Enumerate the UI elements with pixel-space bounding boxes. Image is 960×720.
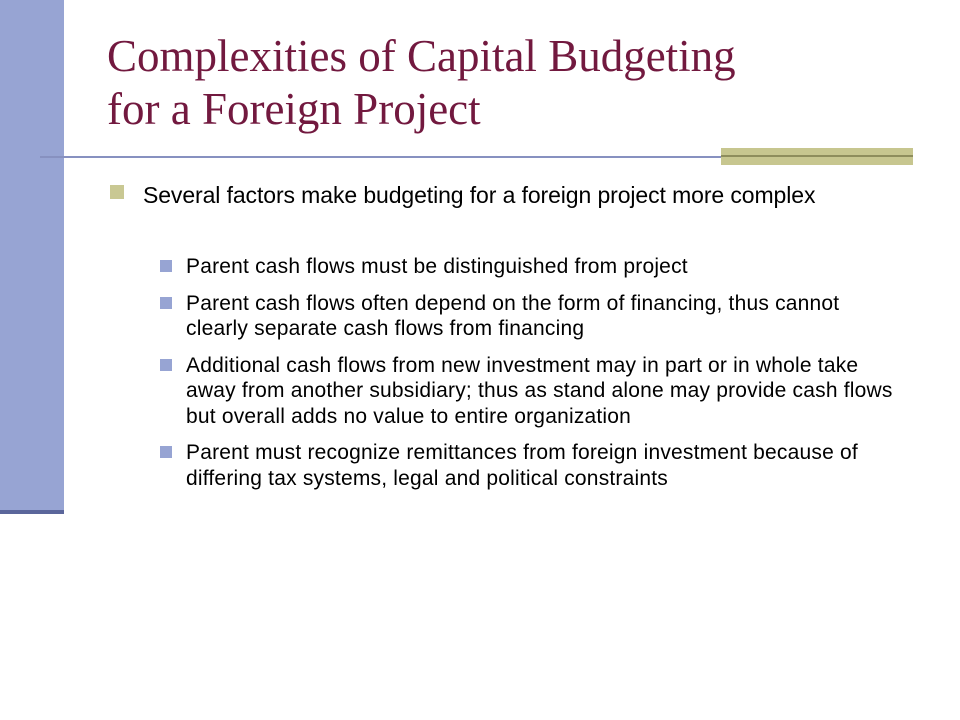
level-2-bullet-icon	[160, 446, 172, 458]
sub-bullet-item	[160, 353, 910, 430]
slide-title-line-1: Complexities of Capital Budgeting	[107, 31, 736, 81]
sub-bullet-item	[160, 254, 910, 280]
sub-bullet-text: Parent cash flows must be distinguished from project	[186, 255, 688, 278]
level-2-bullet-icon	[160, 260, 172, 272]
sub-bullet-text: Additional cash flows from new investment may in part or in whole take away from another subsidiary; thus as stand alone may provide cash flows but overall adds no value to entire organization	[186, 353, 893, 428]
level-1-bullet-icon	[110, 185, 124, 199]
main-bullet-text: Several factors make budgeting for a foreign project more complex	[143, 182, 816, 208]
slide-title-line-2: for a Foreign Project	[107, 84, 481, 134]
sub-bullet-text: Parent cash flows often depend on the form of financing, thus cannot clearly separate cash flows from financing	[186, 291, 840, 340]
level-2-bullet-icon	[160, 359, 172, 371]
sub-bullet-item	[160, 291, 910, 342]
level-2-bullet-icon	[160, 297, 172, 309]
sub-bullet-item	[160, 440, 910, 491]
sub-bullet-list	[160, 254, 910, 502]
sub-bullet-text: Parent must recognize remittances from foreign investment because of differing tax systems, legal and political constraints	[186, 441, 858, 490]
